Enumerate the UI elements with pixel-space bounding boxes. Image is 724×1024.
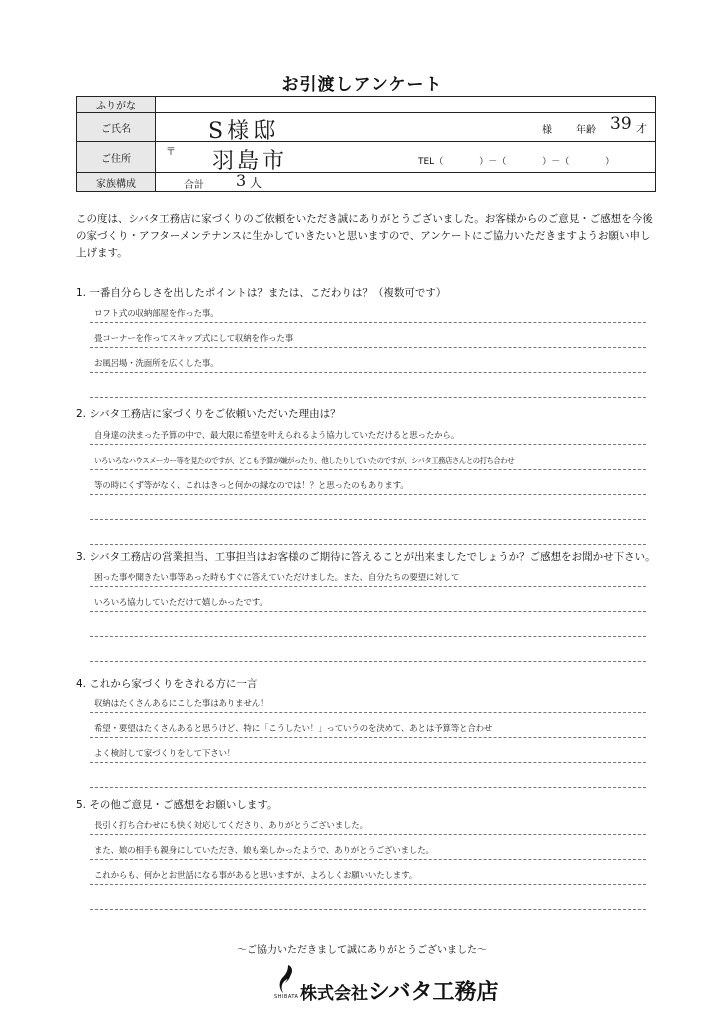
answer-text: また、娘の相手も親身にしていただき、娘も楽しかったようで、ありがとうございました。 [94, 846, 434, 856]
question-2-label: 2. シバタ工務店に家づくりをご依頼いただいた理由は？ [76, 408, 341, 420]
family-row [77, 173, 656, 192]
sama-label: 様 [542, 125, 552, 136]
answer-line [90, 738, 646, 763]
furigana-row [77, 97, 656, 113]
answer-line [90, 323, 646, 348]
customer-info-table [76, 96, 656, 192]
answer-text: 希望・要望はたくさんあると思うけど、特に「こうしたい！」っていうのを決めて、あとは予算等と合わせ [94, 724, 493, 734]
answer-line [90, 373, 646, 398]
family-value: 3 [236, 171, 247, 190]
answer-text: 畳コーナーを作ってスキップ式にして収納を作った事 [94, 334, 294, 344]
question-5-label: 5. その他ご意見・ご感想をお願いします。 [76, 799, 278, 811]
answer-line [90, 298, 646, 323]
answer-text: 長引く打ち合わせにも快く対応してくださり、ありがとうございました。 [94, 821, 368, 831]
answer-line [90, 420, 646, 445]
answer-text: 等の時にくず等がなく、これはきっと何かの縁なのでは！？と思ったのもあります。 [94, 481, 409, 491]
answer-line [90, 885, 646, 910]
answer-line [90, 612, 646, 637]
answer-line [90, 637, 646, 662]
age-value: 39 [610, 114, 632, 134]
answer-text: お風呂場・洗面所を広くした事。 [94, 359, 219, 369]
answer-3-area[interactable] [90, 562, 646, 662]
company-prefix: 株式会社 [300, 984, 368, 1004]
address-field[interactable] [156, 142, 656, 173]
question-2 [76, 406, 341, 421]
address-value: 羽島市 [212, 149, 288, 174]
family-field[interactable] [156, 173, 656, 192]
answer-line [90, 520, 646, 545]
answer-line [90, 587, 646, 612]
company-name [300, 975, 498, 1006]
answer-line [90, 348, 646, 373]
answer-4-area[interactable] [90, 688, 646, 788]
answer-2-area[interactable] [90, 420, 646, 545]
address-label: ご住所 [77, 142, 156, 173]
question-3-label: 3. シバタ工務店の営業担当、工事担当はお客様のご期待に答えることが出来ましたでしょうか？ご感想をお聞かせ下さい。 [76, 551, 656, 563]
answer-5-area[interactable] [90, 810, 646, 910]
answer-line [90, 470, 646, 495]
logo-subtext: SHIBATA [274, 994, 299, 1000]
footer-thanks: ～ご協力いただきまして誠にありがとうございました～ [237, 945, 487, 956]
answer-text: これからも、何かとお世話になる事があると思いますが、よろしくお願いいたします。 [94, 871, 418, 881]
answer-line [90, 688, 646, 713]
answer-line [90, 810, 646, 835]
furigana-field[interactable] [156, 97, 656, 113]
company-main-name: シバタ工務店 [368, 980, 499, 1005]
tel-label: TEL（ ）－（ ）－（ ） [418, 157, 615, 167]
answer-line [90, 713, 646, 738]
furigana-label: ふりがな [77, 97, 156, 113]
question-4-label: 4. これから家づくりをされる方に一言 [76, 678, 258, 690]
answer-line [90, 763, 646, 788]
age-unit: 才 [636, 122, 647, 135]
answer-text: いろいろ協力していただけて嬉しかったです。 [94, 598, 268, 608]
age-label: 年齢 [576, 125, 596, 136]
answer-text: よく検討して家づくりをして下さい！ [94, 749, 236, 759]
answer-text: ロフト式の収納部屋を作った事。 [94, 309, 219, 319]
answer-line [90, 860, 646, 885]
answer-1-area[interactable] [90, 298, 646, 398]
address-row [77, 142, 656, 173]
answer-text: 自身達の決まった予算の中で、最大限に希望を叶えられるよう協力していただけると思ったから。 [94, 431, 460, 441]
company-logo [274, 963, 499, 1005]
answer-text: いろいろなハウスメーカー等を見たのですが、どこも予算が嫌がったり、他したりしていたのですが、シバタ工務店さんとの打ち合わせ [94, 456, 514, 465]
name-value: S様邸 [208, 119, 280, 144]
family-total-label: 合計 [184, 180, 204, 191]
name-field[interactable] [156, 113, 656, 142]
postal-mark: 〒 [166, 147, 176, 158]
answer-text: 困った事や聞きたい事等あった時もすぐに答えていただけました。また、自分たちの要望に対して [94, 573, 460, 583]
page-title: お引渡しアンケート [281, 75, 443, 95]
name-row [77, 113, 656, 142]
family-label: 家族構成 [77, 173, 156, 192]
name-label: ご氏名 [77, 113, 156, 142]
answer-text: 収納はたくさんあるにこした事はありません！ [94, 699, 269, 709]
intro-text: この度は、シバタ工務店に家づくりのご依頼をいただき誠にありがとうございました。お客様からのご意見・ご感想を今後の家づくり・アフターメンテナンスに生かしていきたいと思いますので、アンケートにご協力いただきますようお願い申し上げます。 [76, 213, 653, 259]
family-unit: 人 [250, 176, 263, 190]
answer-line [90, 835, 646, 860]
answer-line [90, 445, 646, 470]
answer-line [90, 562, 646, 587]
question-1-label: 1. 一番自分らしさを出したポイントは？または、こだわりは？（複数可です） [76, 287, 447, 299]
answer-line [90, 495, 646, 520]
